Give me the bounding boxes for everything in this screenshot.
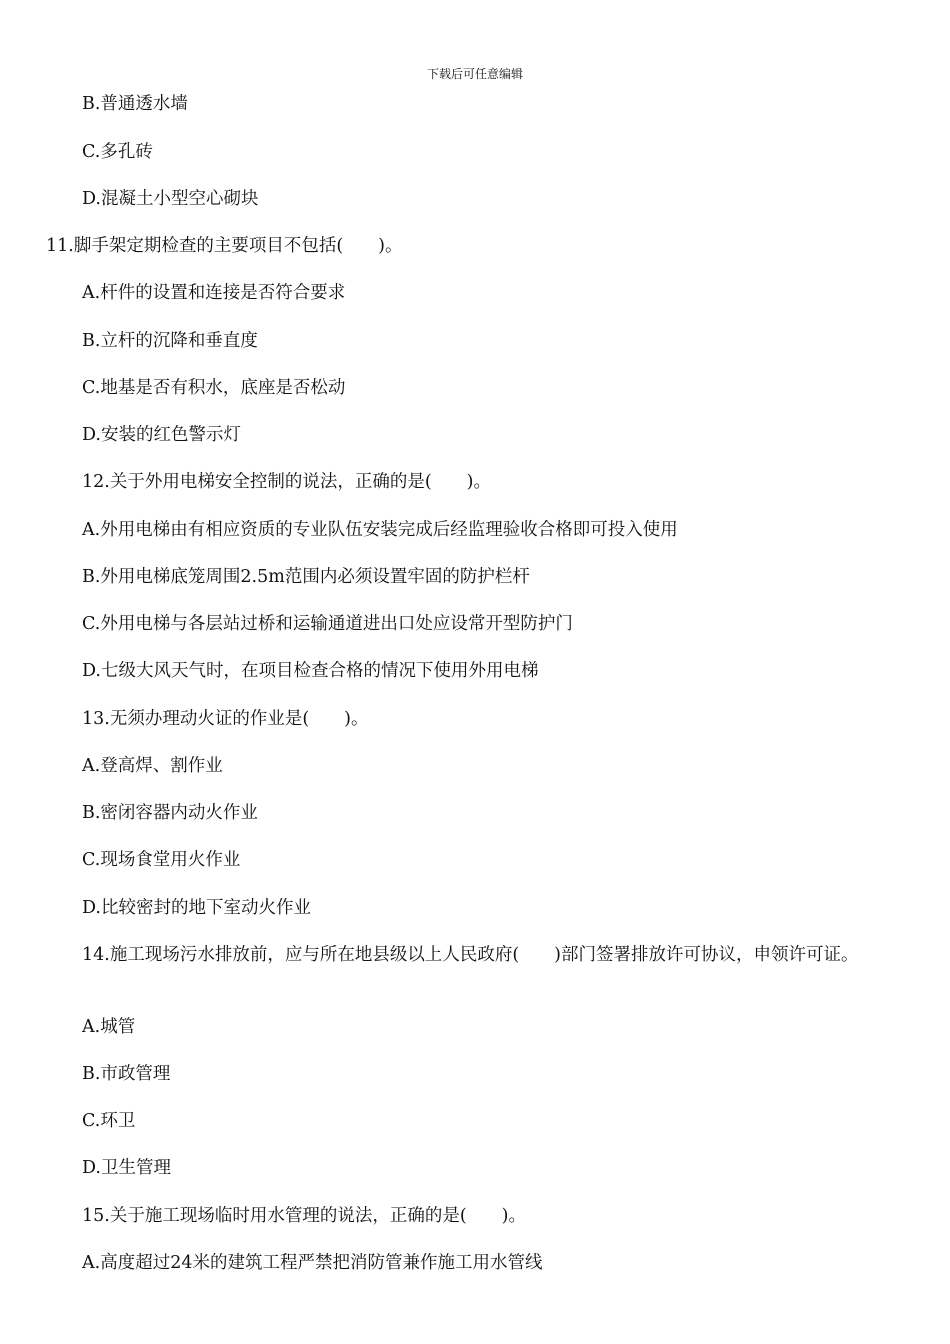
option-10-b: B.普通透水墙 (82, 94, 188, 114)
question-12: 12.关于外用电梯安全控制的说法，正确的是( )。 (82, 472, 491, 492)
option-13-b: B.密闭容器内动火作业 (82, 803, 258, 823)
option-13-c: C.现场食堂用火作业 (82, 850, 241, 870)
option-12-d: D.七级大风天气时，在项目检查合格的情况下使用外用电梯 (82, 661, 539, 681)
option-11-b: B.立杆的沉降和垂直度 (82, 331, 258, 351)
question-14: 14.施工现场污水排放前，应与所在地县级以上人民政府( )部门签署排放许可协议，申领许可证。 (82, 945, 859, 965)
option-13-a: A.登高焊、割作业 (82, 756, 223, 776)
option-15-a: A.高度超过24米的建筑工程严禁把消防管兼作施工用水管线 (82, 1253, 543, 1273)
option-12-a: A.外用电梯由有相应资质的专业队伍安装完成后经监理验收合格即可投入使用 (82, 520, 678, 540)
question-13: 13.无须办理动火证的作业是( )。 (82, 709, 369, 729)
option-12-c: C.外用电梯与各层站过桥和运输通道进出口处应设常开型防护门 (82, 614, 573, 634)
option-14-a: A.城管 (82, 1017, 136, 1037)
option-10-d: D.混凝土小型空心砌块 (82, 189, 259, 209)
option-14-b: B.市政管理 (82, 1064, 171, 1084)
option-11-c: C.地基是否有积水，底座是否松动 (82, 378, 346, 398)
option-11-d: D.安装的红色警示灯 (82, 425, 241, 445)
option-13-d: D.比较密封的地下室动火作业 (82, 898, 311, 918)
option-11-a: A.杆件的设置和连接是否符合要求 (82, 283, 346, 303)
page-header: 下载后可任意编辑 (426, 67, 523, 81)
option-10-c: C.多孔砖 (82, 142, 153, 162)
option-12-b: B.外用电梯底笼周围2.5m范围内必须设置牢固的防护栏杆 (82, 567, 530, 587)
question-11: 11.脚手架定期检查的主要项目不包括( )。 (46, 236, 403, 256)
option-14-c: C.环卫 (82, 1111, 136, 1131)
question-15: 15.关于施工现场临时用水管理的说法，正确的是( )。 (82, 1206, 526, 1226)
option-14-d: D.卫生管理 (82, 1158, 171, 1178)
